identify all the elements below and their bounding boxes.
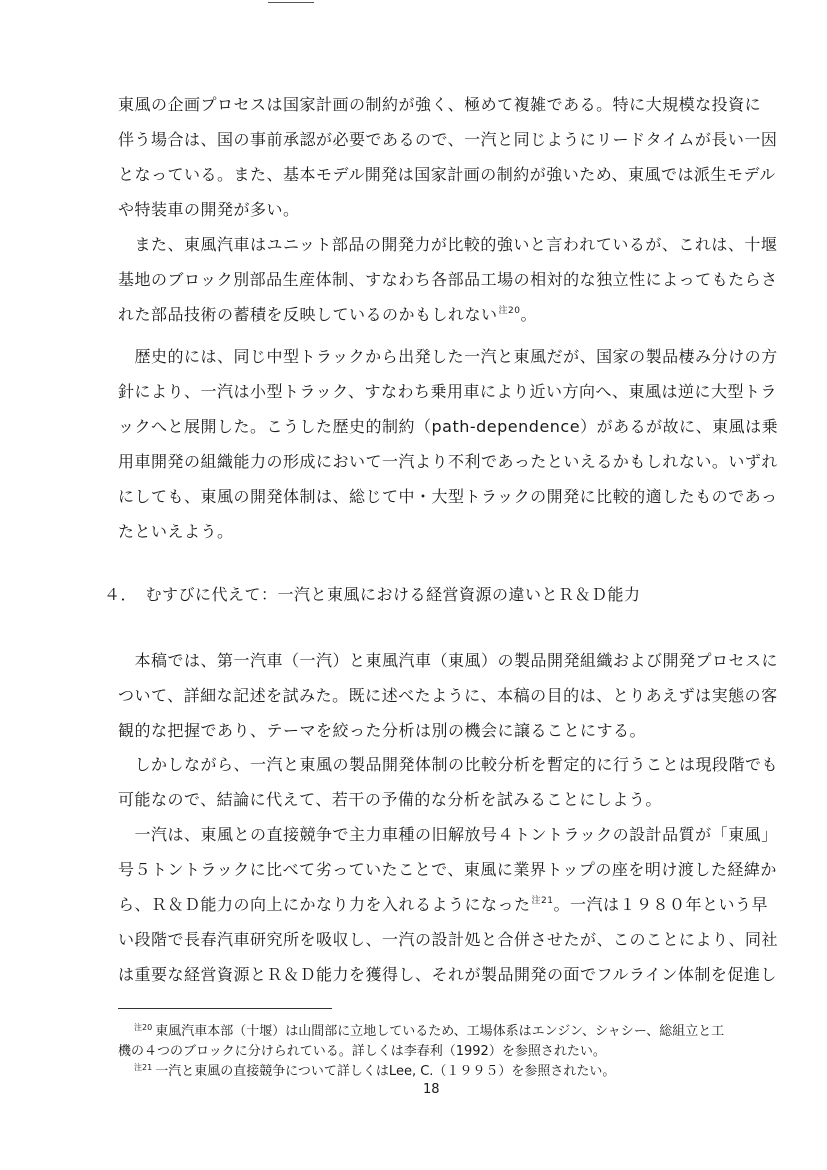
footnote [134,1060,615,1079]
text-line: は重要な経営資源とＲ＆Ｄ能力を獲得し、それが製品開発の面でフルライン体制を促進し [118,965,777,984]
page-number: 18 [423,1082,440,1097]
text-line: ついて、詳細な記述を試みた。既に述べたように、本稿の目的は、とりあえずは実態の客 [118,686,778,705]
text-line: 東風の企画プロセスは国家計画の制約が強く、極めて複雑である。特に大規模な投資に [118,95,762,114]
text-line: 観的な把握であり、テーマを絞った分析は別の機会に譲ることにする。 [118,721,647,740]
text-line: となっている。また、基本モデル開発は国家計画の制約が強いため、東風では派生モデル [118,165,776,184]
footnote-ref: 注21 [531,896,554,906]
footnote [134,1020,724,1039]
text-line: たといえよう。 [118,522,234,541]
top-mark [268,2,314,3]
text-segment: ら、Ｒ＆Ｄ能力の向上にかなり力を入れるようになった [118,895,531,914]
footnote-rule [118,1008,332,1009]
text-line: 可能なので、結論に代えて、若干の予備的な分析を試みることにしよう。 [118,790,662,809]
text-line: 一汽は、東風との直接競争で主力車種の旧解放号４トントラックの設計品質が「東風」 [118,825,778,844]
text-segment: 。 [520,305,537,324]
text-line: 歴史的には、同じ中型トラックから出発した一汽と東風だが、国家の製品棲み分けの方 [118,347,778,366]
text-line: また、東風汽車はユニット部品の開発力が比較的強いと言われているが、これは、十堰 [118,235,778,254]
footnote-ref: 注20 [498,306,521,316]
text-line [118,892,768,915]
text-line: 号５トントラックに比べて劣っていたことで、東風に業界トップの座を明け渡した経緯か [118,860,777,879]
text-line: しかしながら、一汽と東風の製品開発体制の比較分析を暫定的に行うことは現段階でも [118,755,779,774]
text-line: 基地のブロック別部品生産体制、すなわち各部品工場の相対的な独立性によってもたらさ [118,270,778,289]
text-line: ックへと展開した。こうした歴史的制約（path-dependence）があるが故に、東風は乗 [118,417,779,436]
text-line: にしても、東風の開発体制は、総じて中・大型トラックの開発に比較的適したものであっ [118,487,778,506]
footnote-text: 東風汽車本部（十堰）は山間部に立地しているため、工場体系はエンジン、シャシー、総組立と工 [155,1024,725,1039]
text-line: い段階で長春汽車研究所を吸収し、一汽の設計処と合併させたが、このことにより、同社 [118,930,779,949]
text-line: 針により、一汽は小型トラック、すなわち乗用車により近い方向へ、東風は逆に大型トラ [118,382,778,401]
footnote-mark: 注21 [134,1063,153,1072]
footnote-mark: 注20 [134,1023,153,1032]
footnote-continuation: 機の４つのブロックに分けられている。詳しくは李春利（1992）を参照されたい。 [118,1044,606,1059]
text-segment: れた部品技術の蓄積を反映しているのかもしれない [118,305,498,324]
text-segment: 。一汽は１９８０年という早 [553,895,768,914]
text-line: 伴う場合は、国の事前承認が必要であるので、一汽と同じようにリードタイムが長い一因 [118,130,778,149]
text-line: 本稿では、第一汽車（一汽）と東風汽車（東風）の製品開発組織および開発プロセスに [118,651,779,670]
section-heading: ４． むすびに代えて：一汽と東風における経営資源の違いとＲ＆Ｄ能力 [104,585,641,604]
footnote-text: 一汽と東風の直接競争について詳しくはLee, C.（１９９５）を参照されたい。 [155,1064,616,1079]
text-line: 用車開発の組織能力の形成において一汽より不利であったといえるかもしれない。いずれ [118,452,778,471]
text-line [118,302,537,325]
text-line: や特装車の開発が多い。 [118,200,300,219]
